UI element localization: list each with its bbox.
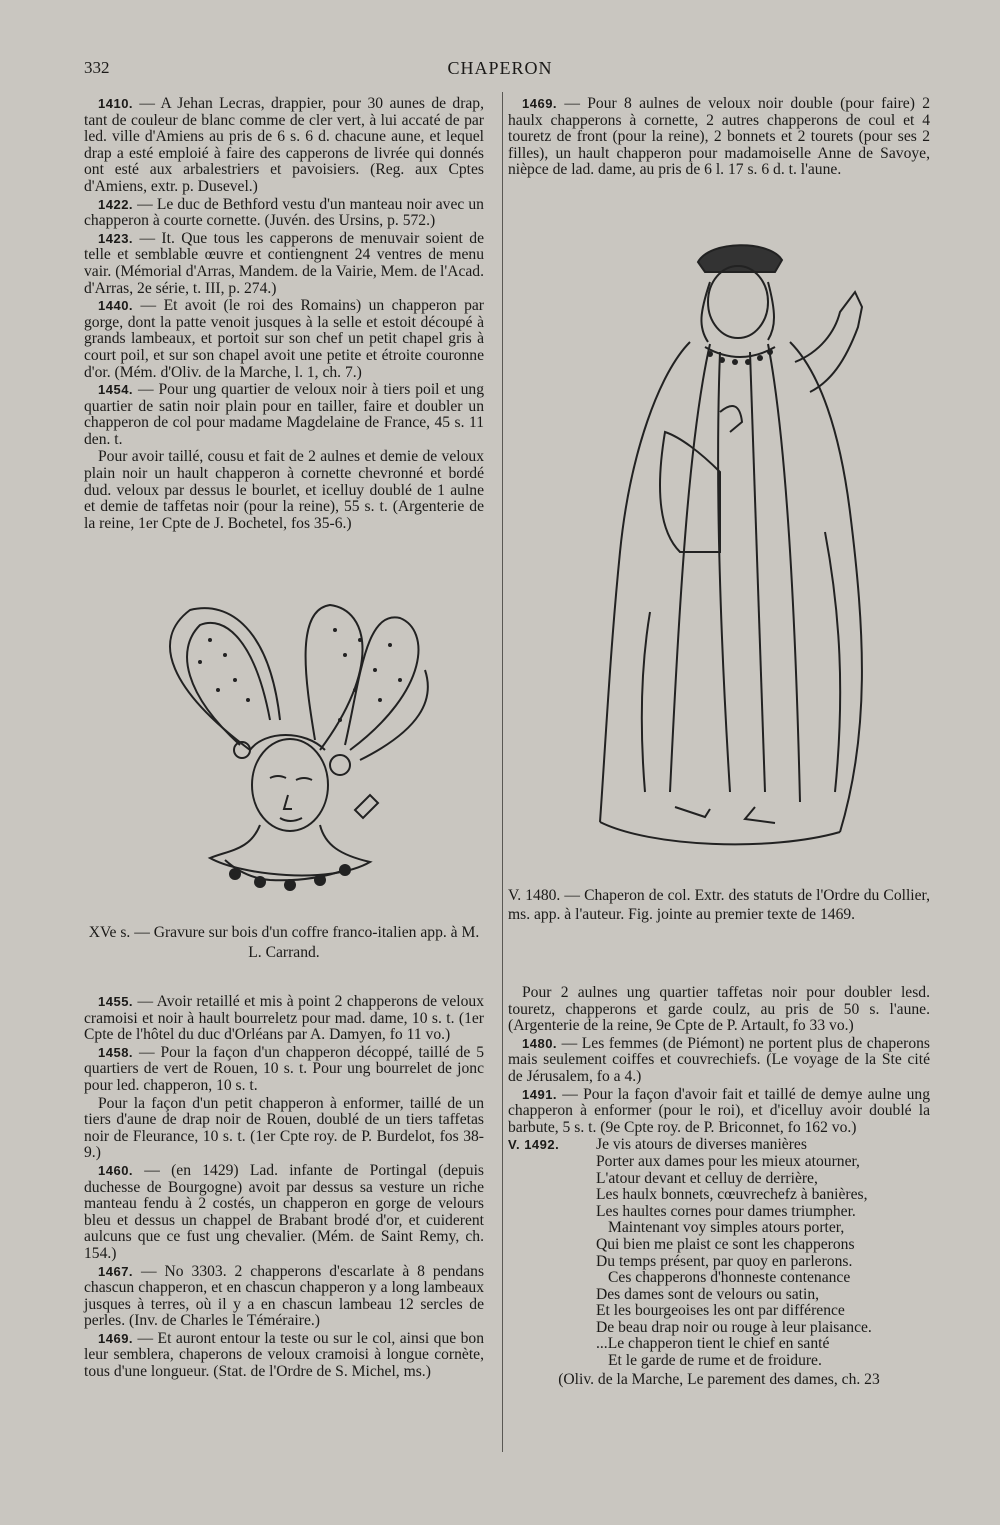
poem-line: Ces chapperons d'honneste contenance bbox=[608, 1269, 851, 1287]
entry-year: 1422. bbox=[98, 196, 134, 212]
figure-right-caption: V. 1480. — Chaperon de col. Extr. des statuts de l'Ordre du Collier, ms. app. à l'auteur. Fig. jointe au premier texte de 1469. bbox=[508, 887, 930, 923]
right-column-bottom bbox=[508, 985, 930, 1388]
entry-text: — (en 1429) Lad. infante de Portingal (depuis duchesse de Bourgogne) avoit par dessus sa vesture un riche manteau fendu à 2 costés, un chapperon en gorge de velours bleu et dessus un chappel de Brabant brodé d'or, et cuiderent aulcuns que ce fust ung chevalier. (Mém. de Saint Remy, ch. 154.) bbox=[84, 1161, 484, 1262]
entry-year: 1458. bbox=[98, 1044, 134, 1060]
poem-line: Du temps présent, par quoy en parlerons. bbox=[596, 1252, 853, 1270]
entry-year: 1460. bbox=[98, 1162, 134, 1178]
entry-text: — Pour la façon d'avoir fait et taillé de demye aulne ung chapperon à enformer (pour le roi), et d'icelluy avoir doublé la barbute, 5 s. t. (9e Cpte roy. de P. Briconnet, fo 162 vo.) bbox=[508, 1085, 930, 1136]
entry-year: 1491. bbox=[522, 1086, 558, 1102]
poem-line: Les haulx bonnets, cœuvrechefz à banières, bbox=[596, 1186, 868, 1204]
poem-line: Maintenant voy simples atours porter, bbox=[608, 1219, 845, 1237]
entry bbox=[84, 1163, 484, 1263]
entry-text: — Pour la façon d'un chapperon décoppé, taillé de 5 quartiers de vert de Rouen, 10 s. t. Pour ung bourrelet de jonc pour led. chapperon, 10 s. t. bbox=[84, 1043, 484, 1094]
entry bbox=[508, 1036, 930, 1086]
entry-year: 1480. bbox=[522, 1035, 558, 1051]
entry-year: 1454. bbox=[98, 382, 134, 398]
poem-line: Et le garde de rume et de froidure. bbox=[608, 1352, 822, 1370]
entry bbox=[508, 96, 930, 179]
entry-year: 1410. bbox=[98, 96, 134, 111]
entry-text: — Les femmes (de Piémont) ne portent plus de chaperons mais seulement coiffes et couvrechiefs. (Le voyage de la Ste cité de Jérusalem, fo a 4.) bbox=[508, 1034, 930, 1085]
entry bbox=[84, 298, 484, 381]
poem-block bbox=[508, 1137, 930, 1388]
left-column-top bbox=[84, 96, 484, 533]
entry-text: — Avoir retaillé et mis à point 2 chapperons de veloux cramoisi et noir à hault bourreletz pour mad. dame, 10 s. t. (1er Cpte de l'hôtel du duc d'Orléans par A. Damyen, fo 11 vo.) bbox=[84, 993, 484, 1044]
entry-year: 1440. bbox=[98, 298, 134, 314]
entry bbox=[84, 1331, 484, 1381]
poem-line: De beau drap noir ou rouge à leur plaisance. bbox=[596, 1318, 872, 1336]
entry bbox=[84, 197, 484, 230]
entry-text: — Et avoit (le roi des Romains) un chapperon par gorge, dont la patte venoit jusques à la selle et estoit découpé à grands lambeaux, et portoit sur son chef un petit chapel gris à court poil, et sur son chapel avoit une petite et étroite couronne d'or. (Mém. d'Oliv. de la Marche, l. 1, ch. 7.) bbox=[84, 297, 484, 381]
entry bbox=[508, 1087, 930, 1137]
poem-line: Qui bien me plaist ce sont les chapperons bbox=[596, 1235, 855, 1253]
poem-line: Des dames sont de velours ou satin, bbox=[596, 1285, 820, 1303]
poem-line: Porter aux dames pour les mieux atourner, bbox=[596, 1152, 860, 1170]
entry bbox=[84, 994, 484, 1044]
left-column-bottom bbox=[84, 994, 484, 1382]
entry-text: — Pour 8 aulnes de veloux noir double (pour faire) 2 haulx chapperons à cornette, 2 autres chapperons de coul et 4 touretz de front (pour la reine), 2 bonnets et 2 tourets (pour ses 2 filles), un hault chapperon pour madamoiselle Anne de Savoye, nièpce de lad. dame, au pris de 6 l. 17 s. 6 d. t. l'aune. bbox=[508, 95, 930, 179]
entry-text: — Le duc de Bethford vestu d'un manteau noir avec un chapperon à courte cornette. (Juvén. des Ursins, p. 572.) bbox=[84, 195, 484, 230]
entry bbox=[84, 231, 484, 297]
entry-continuation: Pour la façon d'un petit chapperon à enformer, taillé de un tiers d'aune de drap noir de Rouen, doublé de un tiers taffetas noir de Fleurance, 10 s. t. (1er Cpte roy. de P. Burdelot, fos 38-9.) bbox=[84, 1094, 484, 1162]
poem-line: L'atour devant et celluy de derrière, bbox=[596, 1169, 818, 1187]
entry-text: — It. Que tous les capperons de menuvair soient de telle et semblable œuvre et contiengnent 24 ventres de menu vair. (Mémorial d'Arras, Mandem. de la Vairie, Mem. de l'Acad. d'Arras, 2e série, t. III, p. 274.) bbox=[84, 229, 484, 297]
entry bbox=[84, 382, 484, 448]
entry-text: — Et auront entour la teste ou sur le col, ainsi que bon leur semblera, chaperons de veloux cramoisi à longue cornète, tous d'une longueur. (Stat. de l'Ordre de S. Michel, ms.) bbox=[84, 1329, 484, 1381]
entry-year: 1455. bbox=[98, 994, 134, 1009]
page-number: 332 bbox=[84, 58, 110, 77]
entry-year: 1469. bbox=[98, 1330, 134, 1346]
entry-continuation: Pour avoir taillé, cousu et fait de 2 aulnes et demie de veloux plain noir un hault chapperon à cornette chevronné et bordé dud. veloux par dessus le bourlet, et icelluy doublé de 1 aulne et demie de taffetas noir (pour la reine), 55 s. t. (Argenterie de la reine, 1er Cpte de J. Bochetel, fos 35-6.) bbox=[84, 448, 484, 532]
running-head: CHAPERON bbox=[447, 58, 553, 78]
entry-year: 1423. bbox=[98, 230, 134, 246]
poem-line: ...Le chapperon tient le chief en santé bbox=[596, 1335, 830, 1353]
entry bbox=[84, 96, 484, 196]
entry-text: — No 3303. 2 chapperons d'escarlate à 8 pendans chascun chapperon, et en chascun chapperon y a long lambeaux jusques à terres, où il y a en chascun lambeau 12 sercles de perles. (Inv. de Charles le Téméraire.) bbox=[84, 1262, 485, 1330]
entry bbox=[84, 1264, 484, 1330]
entry-text: — Pour ung quartier de veloux noir à tiers poil et ung quartier de satin noir plain pour en tailler, faire et doubler un chapperon de col pour madame Magdelaine de France, 45 s. 11 den. t. bbox=[84, 381, 484, 448]
poem-line: Je vis atours de diverses manières bbox=[596, 1136, 807, 1154]
man-in-robe-illustration bbox=[570, 232, 900, 864]
entry-year: 1467. bbox=[98, 1263, 134, 1279]
poem-year: V. 1492. bbox=[508, 1137, 560, 1153]
entry-continuation: Pour 2 aulnes ung quartier taffetas noir pour doubler lesd. touretz, chapperons et garde coulz, au pris de 50 s. l'aune. (Argenterie de la reine, 9e Cpte de P. Artault, fo 33 vo.) bbox=[508, 984, 930, 1035]
right-column-top bbox=[508, 96, 930, 180]
figure-left-caption: XVe s. — Gravure sur bois d'un coffre franco-italien app. à M. L. Carrand. bbox=[88, 924, 480, 961]
poem bbox=[596, 1137, 930, 1369]
column-rule bbox=[502, 92, 503, 1452]
entry-text: — A Jehan Lecras, drappier, pour 30 aunes de drap, tant de couleur de blanc comme de cler vert, à lui accaté de par led. ville d'Amiens au pris de 6 s. 6 d. chacune aune, et lequel drap a esté emploié à faire des capperons de livrée qui donnés ont esté aux arbalestriers et pavoisiers. (Reg. aux Cptes d'Amiens, extr. p. Dusevel.) bbox=[84, 95, 485, 195]
entry-year: 1469. bbox=[522, 96, 558, 111]
headdress-illustration bbox=[130, 600, 470, 900]
entry bbox=[84, 1045, 484, 1095]
poem-line: Les haultes cornes pour dames triumpher. bbox=[596, 1202, 856, 1220]
poem-source: (Oliv. de la Marche, Le parement des dames, ch. 23 bbox=[558, 1370, 880, 1388]
poem-line: Et les bourgeoises les ont par différence bbox=[596, 1302, 845, 1320]
